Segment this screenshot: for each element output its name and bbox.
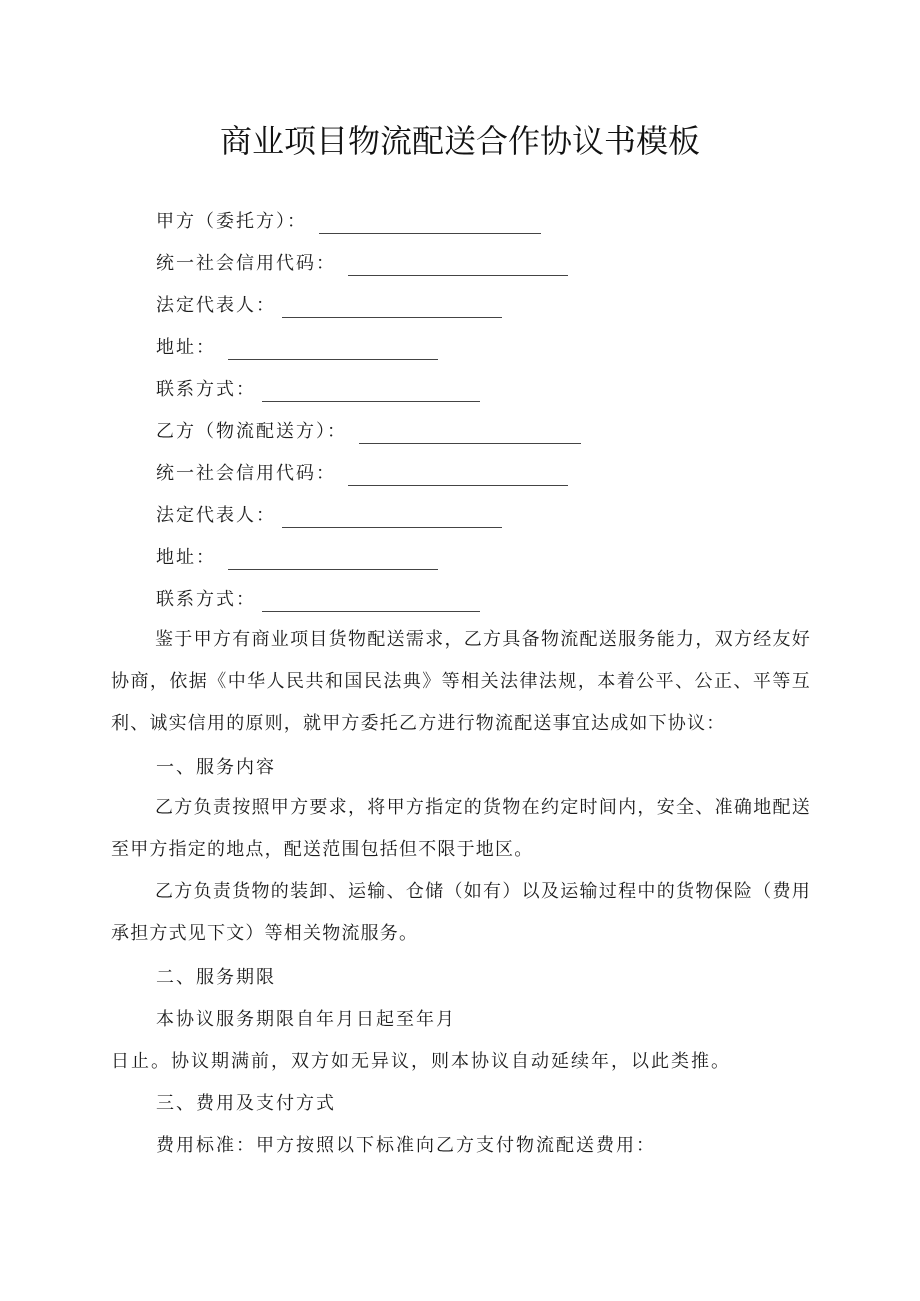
party-b-credit-code-row (156, 462, 568, 486)
section1-heading: 一、服务内容 (156, 757, 276, 778)
party-a-legal-rep-label: 法定代表人： (156, 295, 276, 316)
party-b-contact-blank (262, 591, 480, 612)
section2-line-1: 本协议服务期限自年月日起至年月 (156, 1009, 456, 1030)
party-b-credit-code-label: 统一社会信用代码： (156, 463, 336, 484)
document-title: 商业项目物流配送合作协议书模板 (219, 122, 700, 160)
party-b-legal-rep-label: 法定代表人： (156, 505, 276, 526)
party-b-address-blank (228, 549, 438, 570)
section1-paragraph-1: 乙方负责按照甲方要求，将甲方指定的货物在约定时间内，安全、准确地配送至甲方指定的地点，配送范围包括但不限于地区。 (111, 797, 811, 860)
party-a-row (156, 210, 541, 234)
party-b-blank (359, 423, 581, 444)
party-b-label: 乙方（物流配送方）： (156, 421, 347, 442)
preamble-paragraph: 鉴于甲方有商业项目货物配送需求，乙方具备物流配送服务能力，双方经友好协商，依据《中华人民共和国民法典》等相关法律法规，本着公平、公正、平等互利、诚实信用的原则，就甲方委托乙方进行物流配送事宜达成如下协议： (111, 629, 811, 734)
party-b-legal-rep-blank (282, 507, 502, 528)
section2-line-2: 日止。协议期满前，双方如无异议，则本协议自动延续年，以此类推。 (111, 1051, 731, 1072)
party-a-address-row (156, 336, 438, 360)
party-a-credit-code-blank (348, 255, 568, 276)
section3-heading: 三、费用及支付方式 (156, 1093, 336, 1114)
party-a-contact-blank (262, 381, 480, 402)
party-a-legal-rep-blank (282, 297, 502, 318)
party-a-blank (319, 213, 541, 234)
section2-heading: 二、服务期限 (156, 967, 276, 988)
party-a-credit-code-row (156, 252, 568, 276)
party-b-credit-code-blank (348, 465, 568, 486)
party-b-contact-label: 联系方式： (156, 589, 256, 610)
party-b-address-label: 地址： (156, 547, 216, 568)
party-a-legal-rep-row (156, 294, 502, 318)
party-b-address-row (156, 546, 438, 570)
party-a-label: 甲方（委托方）： (156, 211, 307, 232)
party-a-address-label: 地址： (156, 337, 216, 358)
party-a-credit-code-label: 统一社会信用代码： (156, 253, 336, 274)
party-a-contact-label: 联系方式： (156, 379, 256, 400)
party-a-address-blank (228, 339, 438, 360)
party-b-legal-rep-row (156, 504, 502, 528)
party-b-contact-row (156, 588, 480, 612)
section1-paragraph-2: 乙方负责货物的装卸、运输、仓储（如有）以及运输过程中的货物保险（费用承担方式见下文）等相关物流服务。 (111, 881, 811, 944)
party-b-row (156, 420, 581, 444)
section3-line-1: 费用标准：甲方按照以下标准向乙方支付物流配送费用： (156, 1135, 656, 1156)
party-a-contact-row (156, 378, 480, 402)
